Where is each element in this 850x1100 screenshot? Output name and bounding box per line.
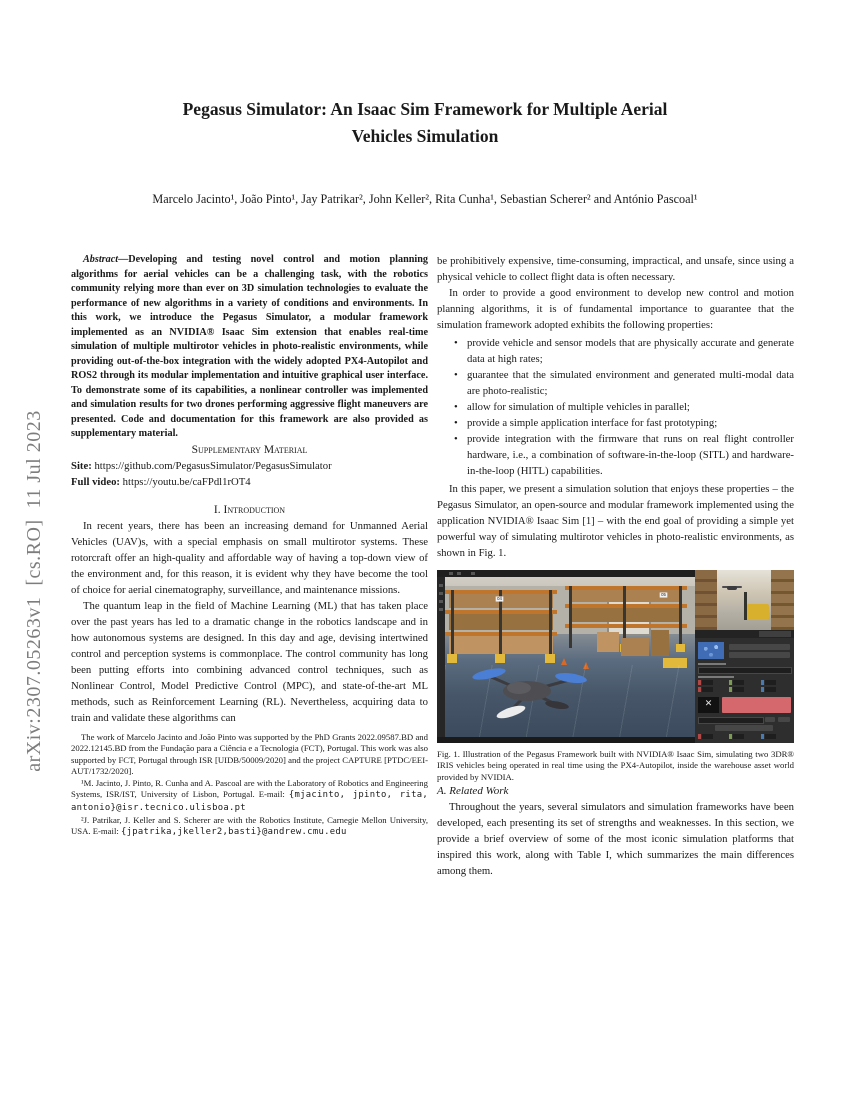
rack-post <box>549 590 552 658</box>
move-tool-icon <box>439 592 443 595</box>
affiliation-footnote-2 <box>71 815 428 839</box>
toolbar-icon <box>471 572 475 575</box>
environment-dropdown[interactable] <box>698 667 792 674</box>
author-list: Marcelo Jacinto¹, João Pinto¹, Jay Patrikar², John Keller², Rita Cunha¹, Sebastian Scherer² and António Pascoal¹ <box>152 192 698 206</box>
warehouse-shelf <box>695 570 717 630</box>
rack-post <box>569 586 572 648</box>
rack-beam <box>565 586 687 590</box>
viewport-statusbar <box>437 737 695 743</box>
right-column <box>437 253 794 879</box>
arxiv-sidebar-banner: arXiv:2307.05263v1 [cs.RO] 11 Jul 2023 <box>23 410 45 772</box>
warehouse-shelf <box>771 570 794 630</box>
supplementary-heading: Supplementary Material <box>191 443 308 456</box>
forklift <box>747 604 769 620</box>
abstract-label: Abstract <box>83 254 119 265</box>
roll-field[interactable] <box>702 687 713 692</box>
affiliation-1-text: ¹M. Jacinto, J. Pinto, R. Cunha and A. Pascoal are with the Laboratory of Robotics and Engineering Systems, ISR/IST, University of Lisbon, Portugal. E-mail: <box>71 777 428 800</box>
vehicle-path-field[interactable] <box>698 717 764 724</box>
quadcopter-drone-illustration <box>459 658 599 720</box>
related-work-heading: A. Related Work <box>437 785 509 798</box>
y-axis-tag <box>729 734 732 739</box>
scale-tool-icon <box>439 608 443 611</box>
rack-beam <box>565 624 687 628</box>
x-field[interactable] <box>702 680 713 685</box>
rack-guard <box>676 644 685 652</box>
footnotes-block <box>71 732 428 839</box>
floor-boxes <box>621 638 649 656</box>
toolbar-icon <box>449 572 453 575</box>
section-label <box>698 663 726 665</box>
affiliation-1-email: {mjacinto, jpinto, rita, antonio}@isr.tecnico.ulisboa.pt <box>71 790 428 814</box>
z-axis-tag <box>761 687 764 692</box>
browse-button[interactable] <box>765 717 775 722</box>
y-axis-tag <box>729 680 732 685</box>
related-work-paragraph: Throughout the years, several simulators and simulation frameworks have been developed, each presenting its set of strengths and weaknesses. In this section, we provide a brief overview of some of the most iconic simulation platforms that inspired this work, along with Table I, which summarizes the main differences among them. <box>437 801 794 878</box>
x-axis-tag <box>698 680 701 685</box>
x-axis-tag <box>698 734 701 739</box>
properties-bullet-list <box>437 335 794 479</box>
secondary-camera-viewport <box>695 570 794 630</box>
z-axis-tag <box>761 680 764 685</box>
y-field[interactable] <box>733 680 744 685</box>
two-column-body <box>71 253 794 879</box>
introduction-heading: I. Introduction <box>213 503 286 516</box>
paper-title-line1: Pegasus Simulator: An Isaac Sim Framework for Multiple Aerial <box>182 99 668 119</box>
x-field[interactable] <box>702 734 713 739</box>
rack-guard <box>447 654 457 663</box>
floor-boxes <box>597 632 619 652</box>
abstract-paragraph <box>71 253 428 442</box>
intro-paragraph-2-continued: be prohibitively expensive, time-consuming, impractical, and unsafe, since using a physical vehicle to collect flight data is often necessary. <box>437 255 794 283</box>
intro-paragraph-4: In this paper, we present a simulation solution that enjoys these properties – the Pegasus Simulator, an open-source and modular framework implemented using the application NVIDIA® Isaac Sim [1] – with the end goal of providing a simple yet powerful way of simulating multirotor vehicles in photo-realistic environments, as shown in Fig. 1. <box>437 483 794 559</box>
bullet-item: • provide a simple application interface for fast prototyping; <box>467 415 794 431</box>
x-axis-tag <box>698 687 701 692</box>
second-drone <box>727 586 737 590</box>
isaac-sim-viewport <box>437 570 695 743</box>
pitch-field[interactable] <box>733 687 744 692</box>
pegasus-extension-panel <box>695 570 794 743</box>
yaw-field[interactable] <box>765 687 776 692</box>
intro-paragraph-2: The quantum leap in the field of Machine Learning (ML) that has taken place over the past years has led to a dramatic change in the robotics landscape and in how autonomous systems are designed. In this day and age, devising intertwined control and perception systems is commonplace. The control community has long been putting efforts into combining advanced control techniques, such as Nonlinear Control, Model Predictive Control (MPC), and state-of-the-art ML methods, such as Reinforcement Learning (RL). Nevertheless, acquiring data to train and validate these algorithms can <box>71 599 428 724</box>
affiliation-2-text: ²J. Patrikar, J. Keller and S. Scherer are with the Robotics Institute, Carnegie Mellon University, USA. E-mail: <box>71 814 428 837</box>
affiliation-2-email: {jpatrika,jkeller2,basti}@andrew.cmu.edu <box>120 827 347 838</box>
rotate-tool-icon <box>439 600 443 603</box>
bullet-item: • allow for simulation of multiple vehicles in parallel; <box>467 399 794 415</box>
left-column <box>71 253 428 879</box>
bullet-item: • provide vehicle and sensor models that are physically accurate and generate data at high rates; <box>467 335 794 367</box>
intro-paragraph-1: In recent years, there has been an increasing demand for Unmanned Aerial Vehicles (UAV)s, with a special emphasis on small multirotor systems. These rotorcraft offer an high-quality and affordable way of having a top-down view of the environment and, for this reason, it is evident why they have become the tool of choice for aerial cinematography, surveillance, and maintenance missions. <box>71 519 428 596</box>
apply-button[interactable] <box>715 725 773 731</box>
site-line <box>71 458 428 475</box>
floor-boxes <box>651 630 669 656</box>
site-label: Site: <box>71 459 92 472</box>
z-field[interactable] <box>765 680 776 685</box>
load-environment-button[interactable] <box>729 644 790 650</box>
affiliation-footnote-1 <box>71 778 428 815</box>
toolbar-icon <box>457 572 461 575</box>
vehicle-thumbnail: ✕ <box>698 697 719 713</box>
y-field[interactable] <box>733 734 744 739</box>
bullet-item: • guarantee that the simulated environment and generated multi-modal data are photo-realistic; <box>467 367 794 399</box>
rack-post <box>679 586 682 648</box>
bullet-item: • provide integration with the firmware that runs on real flight controller hardware, i.e., a combination of software-in-the-loop (SITL) and hardware-in-the-loop (HITL) capabilities. <box>467 431 794 479</box>
clear-environment-button[interactable] <box>729 652 790 658</box>
paper-title <box>110 96 740 150</box>
abstract-text: —Developing and testing novel control and motion planning algorithms for aerial vehicles can be a challenging task, with the robotics community relying more than ever on 3D simulation technologies to evaluate the performance of new algorithms in a variety of conditions and environments. In this work, we introduce the Pegasus Simulator, a modular framework implemented as an NVIDIA® Isaac Sim extension that enables real-time simulation of multiple multirotor vehicles in photo-realistic environments, while providing out-of-the-box integration with the widely adopted PX4-Autopilot and ROS2 through its modular implementation and intuitive graphical user interface. To demonstrate some of its capabilities, a nonlinear controller was implemented and simulation results for two drones performing aggressive flight maneuvers are presented. Code and documentation for this framework are also provided as supplementary material. <box>71 254 428 439</box>
z-field[interactable] <box>765 734 776 739</box>
rack-sign: 04 <box>497 596 502 602</box>
site-url-link[interactable]: https://github.com/PegasusSimulator/PegasusSimulator <box>94 459 332 472</box>
intro-paragraph-3: In order to provide a good environment to develop new control and motion planning algorithms, it is of fundamental importance to guarantee that the simulation framework adopted exhibits the following properties: <box>437 287 794 331</box>
z-axis-tag <box>761 734 764 739</box>
video-label: Full video: <box>71 476 120 488</box>
select-tool-icon <box>439 584 443 587</box>
load-vehicle-button[interactable] <box>722 697 791 713</box>
figure-1-image <box>437 570 794 743</box>
video-url-link[interactable]: https://youtu.be/caFPdl1rOT4 <box>122 476 251 488</box>
reset-button[interactable] <box>778 717 790 722</box>
y-axis-tag <box>729 687 732 692</box>
rack-beam <box>565 604 687 608</box>
funding-footnote: The work of Marcelo Jacinto and João Pinto was supported by the PhD Grants 2022.09587.BD and 2022.12145.BD from the Fundação para a Ciência e a Tecnologia (FCT), Portugal. This work was also supported by FCT, Portugal through ISR [UIDB/50009/2020] and the project CAPTURE [PTDC/EEI-AUT/1732/2020]. <box>71 731 428 777</box>
section-label <box>698 676 734 678</box>
figure-1-caption: Fig. 1. Illustration of the Pegasus Framework built with NVIDIA® Isaac Sim, simulating two 3DR® IRIS vehicles being operated in real time using the PX4-Autopilot, inside the warehouse asset world provided by NVIDIA. <box>437 749 794 782</box>
paper-title-line2: Vehicles Simulation <box>351 126 499 146</box>
video-line <box>71 474 428 491</box>
rack-sign: 05 <box>661 592 666 598</box>
rack-post <box>451 590 454 658</box>
world-thumbnail <box>698 642 724 659</box>
viewport-toolbar <box>437 570 695 577</box>
active-tab[interactable] <box>759 631 791 637</box>
